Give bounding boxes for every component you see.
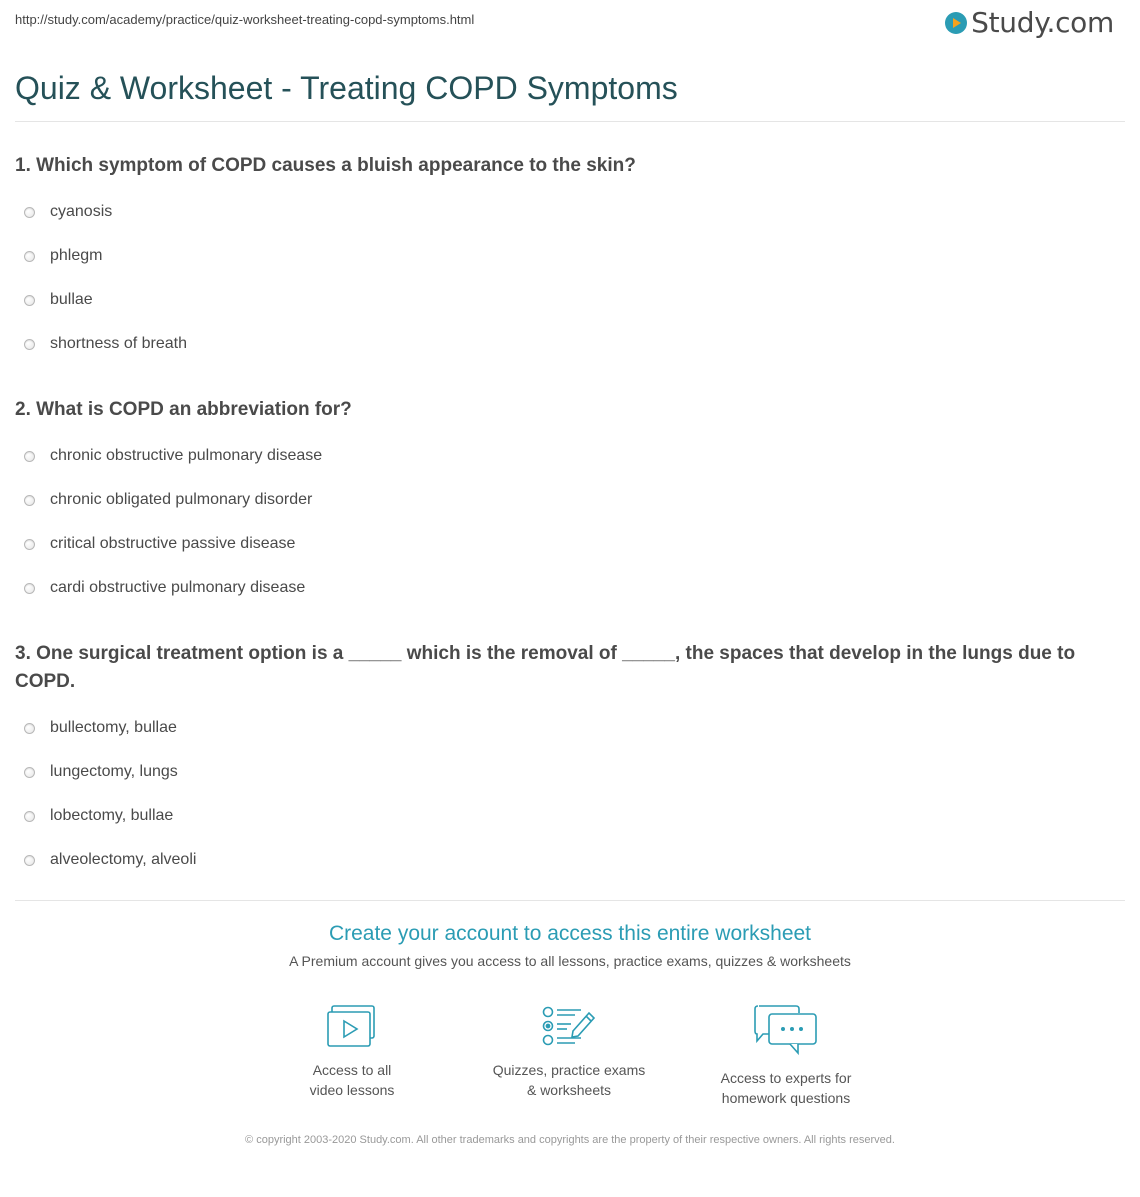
answer-choice[interactable] (15, 794, 1125, 838)
answer-choice[interactable] (15, 838, 1125, 882)
cta-divider (15, 900, 1125, 901)
question-1 (15, 152, 1125, 366)
choice-label: cyanosis (50, 203, 113, 220)
radio-button-icon[interactable] (24, 855, 35, 866)
page-url: http://study.com/academy/practice/quiz-worksheet-treating-copd-symptoms.html (15, 12, 475, 27)
cta-title[interactable]: Create your account to access this entire worksheet (328, 922, 812, 945)
choice-label: phlegm (50, 247, 103, 264)
choice-label: cardi obstructive pulmonary disease (50, 579, 306, 596)
answer-choice[interactable] (15, 478, 1125, 522)
radio-button-icon[interactable] (24, 811, 35, 822)
answer-choice[interactable] (15, 278, 1125, 322)
feature-label-line: Quizzes, practice exams (492, 1062, 646, 1078)
radio-button-icon[interactable] (24, 451, 35, 462)
chat-bubbles-icon (754, 1004, 818, 1056)
title-divider (15, 121, 1125, 122)
radio-button-icon[interactable] (24, 339, 35, 350)
radio-button-icon[interactable] (24, 539, 35, 550)
question-2 (15, 396, 1125, 610)
feature-label-line: Access to experts for (720, 1070, 852, 1086)
feature-label-line: homework questions (721, 1090, 851, 1106)
cta-subtitle: A Premium account gives you access to all lessons, practice exams, quizzes & worksheets (289, 953, 851, 969)
logo-text: Study.com (971, 6, 1114, 39)
feature-video-lessons (252, 1004, 452, 1100)
radio-button-icon[interactable] (24, 583, 35, 594)
question-text: 2. What is COPD an abbreviation for? (15, 399, 352, 420)
feature-quizzes (469, 1004, 669, 1100)
question-text: 1. Which symptom of COPD causes a bluish appearance to the skin? (15, 155, 636, 176)
answer-choice[interactable] (15, 566, 1125, 610)
choice-label: shortness of breath (50, 335, 187, 352)
choice-label: bullectomy, bullae (50, 719, 177, 736)
choice-label: lobectomy, bullae (50, 807, 174, 824)
question-3 (15, 640, 1125, 882)
feature-label-line: & worksheets (526, 1082, 612, 1098)
answer-choice[interactable] (15, 234, 1125, 278)
choice-label: chronic obstructive pulmonary disease (50, 447, 323, 464)
choice-label: chronic obligated pulmonary disorder (50, 491, 313, 508)
answer-choice[interactable] (15, 750, 1125, 794)
radio-button-icon[interactable] (24, 207, 35, 218)
choice-label: bullae (50, 291, 93, 308)
question-list (15, 152, 1125, 912)
question-text: 3. One surgical treatment option is a _____ which is the removal of _____, the spaces that develop in the lungs due to COPD. (15, 643, 1076, 692)
answer-choice[interactable] (15, 322, 1125, 366)
copyright-notice: © copyright 2003-2020 Study.com. All other trademarks and copyrights are the property of their respective owners. All rights reserved. (245, 1134, 895, 1146)
answer-choice[interactable] (15, 190, 1125, 234)
radio-button-icon[interactable] (24, 251, 35, 262)
feature-label-line: Access to all (312, 1062, 392, 1078)
answer-choice[interactable] (15, 434, 1125, 478)
study-logo[interactable] (944, 6, 1114, 39)
choice-label: lungectomy, lungs (50, 763, 178, 780)
video-lessons-icon (326, 1004, 378, 1048)
answer-choice[interactable] (15, 706, 1125, 750)
choice-label: critical obstructive passive disease (50, 535, 296, 552)
feature-homework-experts (686, 1004, 886, 1108)
radio-button-icon[interactable] (24, 495, 35, 506)
feature-label-line: video lessons (309, 1082, 395, 1098)
radio-button-icon[interactable] (24, 295, 35, 306)
radio-button-icon[interactable] (24, 767, 35, 778)
radio-button-icon[interactable] (24, 723, 35, 734)
answer-choice[interactable] (15, 522, 1125, 566)
study-logo-icon (944, 11, 968, 35)
choice-label: alveolectomy, alveoli (50, 851, 197, 868)
page-title: Quiz & Worksheet - Treating COPD Symptoms (15, 70, 678, 106)
quiz-checklist-icon (541, 1004, 597, 1048)
